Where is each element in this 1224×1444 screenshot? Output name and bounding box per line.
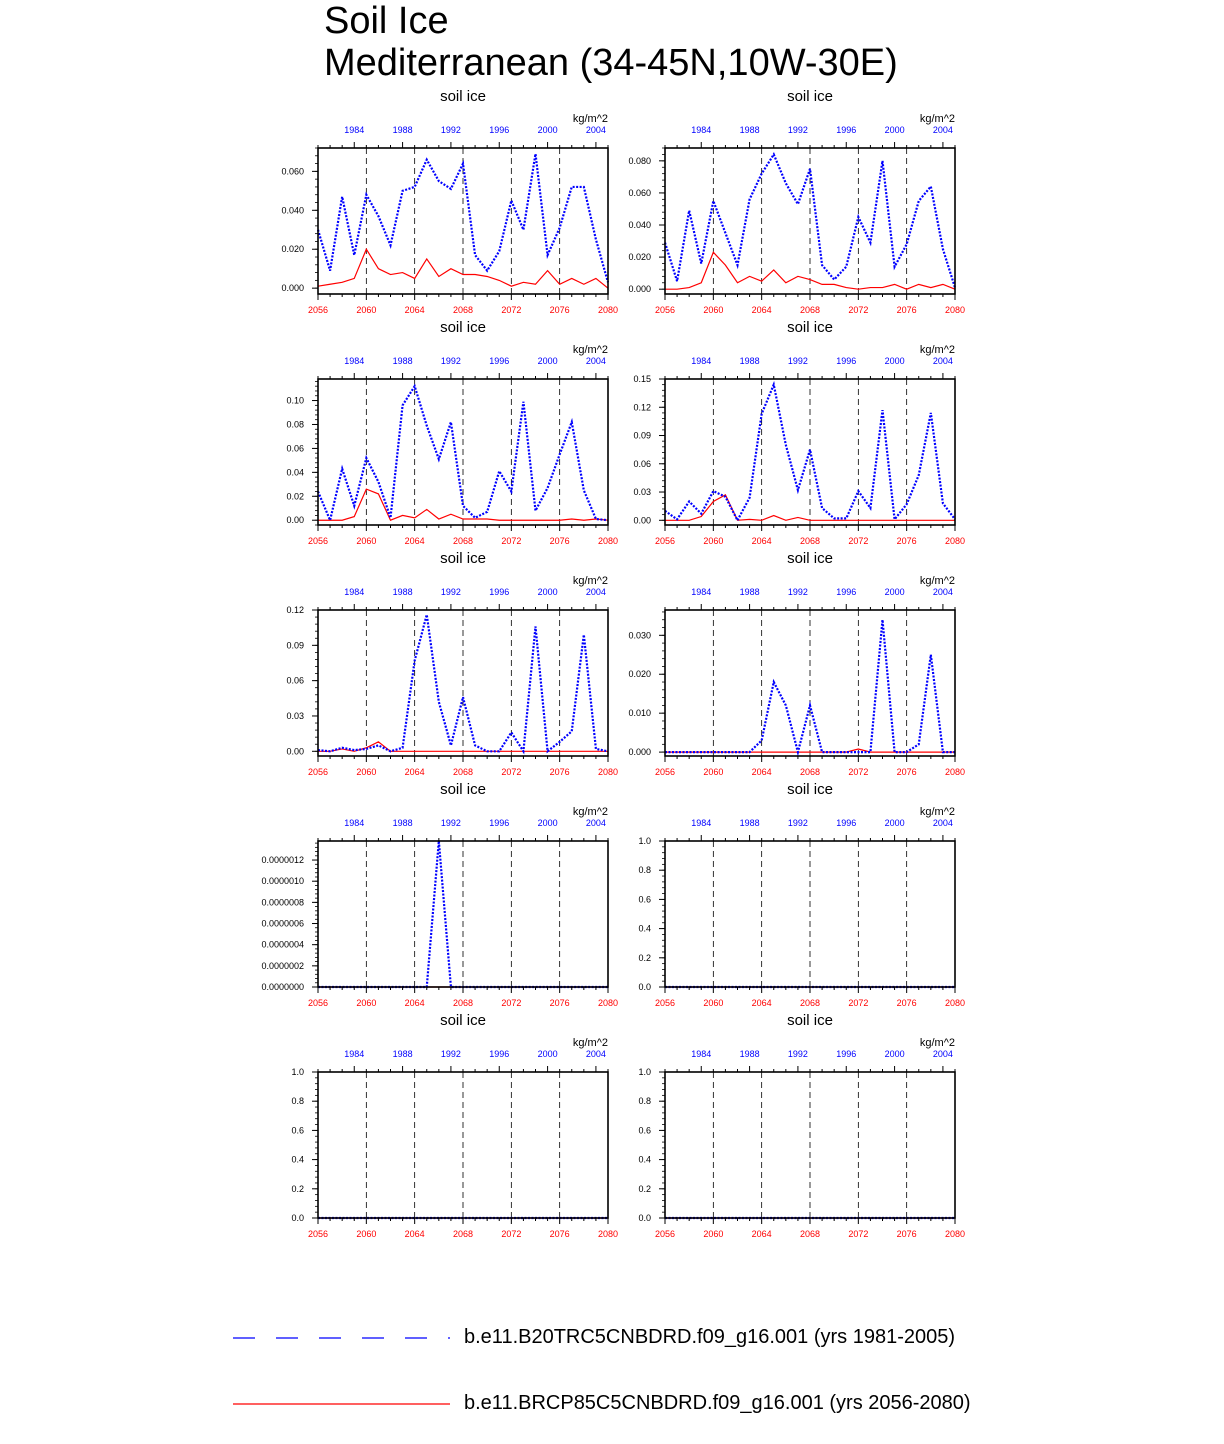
x-top-tick-label: 1988 bbox=[739, 818, 760, 828]
panel-title: soil ice bbox=[787, 319, 833, 336]
x-bottom-tick-label: 2072 bbox=[848, 767, 869, 777]
x-bottom-tick-label: 2076 bbox=[549, 767, 570, 777]
units-label: kg/m^2 bbox=[572, 344, 608, 356]
panel-4 bbox=[633, 319, 965, 546]
x-top-tick-label: 1984 bbox=[691, 1049, 712, 1059]
x-bottom-tick-label: 2064 bbox=[751, 536, 772, 546]
units-label: kg/m^2 bbox=[572, 1037, 608, 1049]
x-top-tick-label: 1988 bbox=[392, 818, 413, 828]
x-top-tick-label: 1992 bbox=[440, 587, 461, 597]
y-tick-label: 0.0 bbox=[291, 1213, 304, 1223]
units-label: kg/m^2 bbox=[919, 344, 955, 356]
x-top-tick-label: 1996 bbox=[489, 125, 510, 135]
x-top-tick-label: 2000 bbox=[884, 1049, 905, 1059]
x-bottom-tick-label: 2060 bbox=[703, 305, 724, 315]
x-bottom-tick-label: 2068 bbox=[452, 536, 474, 546]
panel-3 bbox=[286, 319, 618, 546]
y-tick-label: 1.0 bbox=[638, 836, 651, 846]
y-tick-label: 0.09 bbox=[286, 640, 304, 651]
y-tick-label: 0.000 bbox=[628, 284, 651, 295]
y-tick-label: 0.03 bbox=[633, 487, 651, 498]
x-top-tick-label: 1988 bbox=[739, 587, 760, 597]
x-top-tick-label: 2004 bbox=[585, 356, 606, 366]
x-bottom-tick-label: 2068 bbox=[452, 1229, 474, 1239]
y-tick-label: 0.060 bbox=[628, 187, 651, 198]
x-bottom-tick-label: 2072 bbox=[848, 536, 869, 546]
x-top-tick-label: 2004 bbox=[585, 1049, 606, 1059]
x-bottom-tick-label: 2056 bbox=[654, 305, 676, 315]
units-label: kg/m^2 bbox=[919, 806, 955, 818]
x-bottom-tick-label: 2064 bbox=[751, 305, 772, 315]
y-tick-label: 1.0 bbox=[638, 1067, 651, 1077]
x-bottom-tick-label: 2080 bbox=[597, 536, 619, 546]
x-bottom-tick-label: 2080 bbox=[944, 305, 966, 315]
x-top-tick-label: 2000 bbox=[537, 356, 558, 366]
y-tick-label: 0.2 bbox=[291, 1183, 304, 1194]
y-tick-label: 0.06 bbox=[286, 675, 304, 686]
y-tick-label: 0.0000010 bbox=[261, 876, 304, 887]
y-tick-label: 0.0000012 bbox=[261, 855, 304, 866]
x-top-tick-label: 2004 bbox=[932, 1049, 953, 1059]
x-top-tick-label: 2004 bbox=[932, 587, 953, 597]
x-bottom-tick-label: 2068 bbox=[452, 305, 474, 315]
x-bottom-tick-label: 2068 bbox=[799, 767, 821, 777]
x-bottom-tick-label: 2072 bbox=[848, 305, 869, 315]
figure-title-line2: Mediterranean (34-45N,10W-30E) bbox=[324, 42, 898, 84]
y-tick-label: 0.04 bbox=[286, 467, 304, 478]
y-tick-label: 0.020 bbox=[628, 669, 651, 680]
x-top-tick-label: 1992 bbox=[787, 587, 808, 597]
x-bottom-tick-label: 2056 bbox=[654, 998, 676, 1008]
x-bottom-tick-label: 2056 bbox=[654, 536, 676, 546]
y-tick-label: 0.6 bbox=[638, 894, 651, 905]
x-top-tick-label: 2000 bbox=[884, 818, 905, 828]
x-bottom-tick-label: 2056 bbox=[654, 767, 676, 777]
panel-10 bbox=[638, 1012, 965, 1239]
x-top-tick-label: 2004 bbox=[932, 356, 953, 366]
panel-title: soil ice bbox=[787, 550, 833, 567]
x-bottom-tick-label: 2072 bbox=[501, 998, 522, 1008]
x-top-tick-label: 2000 bbox=[537, 818, 558, 828]
y-tick-label: 0.08 bbox=[286, 419, 304, 430]
x-top-tick-label: 2000 bbox=[537, 587, 558, 597]
y-tick-label: 0.12 bbox=[286, 605, 304, 615]
x-bottom-tick-label: 2076 bbox=[549, 305, 570, 315]
x-top-tick-label: 1988 bbox=[392, 587, 413, 597]
panel-8 bbox=[638, 781, 965, 1008]
x-bottom-tick-label: 2060 bbox=[356, 536, 377, 546]
x-bottom-tick-label: 2060 bbox=[356, 1229, 377, 1239]
x-bottom-tick-label: 2080 bbox=[944, 767, 966, 777]
x-bottom-tick-label: 2080 bbox=[944, 536, 966, 546]
x-bottom-tick-label: 2072 bbox=[501, 305, 522, 315]
panel-5 bbox=[286, 550, 618, 777]
x-bottom-tick-label: 2060 bbox=[703, 767, 724, 777]
x-bottom-tick-label: 2060 bbox=[703, 536, 724, 546]
x-top-tick-label: 1992 bbox=[787, 125, 808, 135]
x-top-tick-label: 1984 bbox=[344, 587, 365, 597]
x-bottom-tick-label: 2068 bbox=[452, 998, 474, 1008]
x-bottom-tick-label: 2076 bbox=[549, 536, 570, 546]
y-tick-label: 0.030 bbox=[628, 630, 651, 641]
x-bottom-tick-label: 2072 bbox=[501, 536, 522, 546]
x-bottom-tick-label: 2072 bbox=[848, 1229, 869, 1239]
x-bottom-tick-label: 2080 bbox=[597, 1229, 619, 1239]
panel-title: soil ice bbox=[787, 781, 833, 798]
x-bottom-tick-label: 2080 bbox=[597, 998, 619, 1008]
x-bottom-tick-label: 2060 bbox=[356, 998, 377, 1008]
x-bottom-tick-label: 2060 bbox=[703, 1229, 724, 1239]
x-bottom-tick-label: 2076 bbox=[549, 998, 570, 1008]
x-bottom-tick-label: 2064 bbox=[404, 998, 425, 1008]
y-tick-label: 0.0000006 bbox=[261, 918, 304, 929]
y-tick-label: 0.02 bbox=[286, 491, 304, 502]
legend-historical-label: b.e11.B20TRC5CNBDRD.f09_g16.001 (yrs 1981-2005) bbox=[464, 1326, 956, 1348]
panel-2 bbox=[628, 88, 965, 315]
panel-title: soil ice bbox=[440, 550, 486, 567]
y-tick-label: 0.2 bbox=[638, 1183, 651, 1194]
panel-1 bbox=[281, 88, 618, 315]
legend-swatches bbox=[0, 1300, 1224, 1440]
x-top-tick-label: 1996 bbox=[836, 356, 857, 366]
x-top-tick-label: 1984 bbox=[344, 356, 365, 366]
panel-title: soil ice bbox=[440, 88, 486, 105]
x-bottom-tick-label: 2056 bbox=[654, 1229, 676, 1239]
x-top-tick-label: 2004 bbox=[585, 818, 606, 828]
x-top-tick-label: 1996 bbox=[836, 1049, 857, 1059]
x-top-tick-label: 1988 bbox=[392, 1049, 413, 1059]
x-top-tick-label: 1992 bbox=[440, 818, 461, 828]
x-bottom-tick-label: 2056 bbox=[307, 536, 329, 546]
x-top-tick-label: 2004 bbox=[585, 587, 606, 597]
x-bottom-tick-label: 2068 bbox=[799, 998, 821, 1008]
x-bottom-tick-label: 2072 bbox=[501, 1229, 522, 1239]
x-top-tick-label: 1996 bbox=[836, 125, 857, 135]
x-top-tick-label: 1992 bbox=[787, 818, 808, 828]
y-tick-label: 0.6 bbox=[638, 1125, 651, 1136]
x-bottom-tick-label: 2064 bbox=[404, 536, 425, 546]
x-bottom-tick-label: 2068 bbox=[799, 1229, 821, 1239]
x-bottom-tick-label: 2068 bbox=[452, 767, 474, 777]
x-top-tick-label: 1996 bbox=[489, 1049, 510, 1059]
x-top-tick-label: 2004 bbox=[932, 818, 953, 828]
y-tick-label: 0.0 bbox=[638, 982, 651, 992]
y-tick-label: 0.4 bbox=[638, 923, 651, 934]
x-top-tick-label: 1984 bbox=[344, 1049, 365, 1059]
x-top-tick-label: 1992 bbox=[440, 356, 461, 366]
panel-title: soil ice bbox=[787, 88, 833, 105]
x-top-tick-label: 1984 bbox=[691, 587, 712, 597]
y-tick-label: 0.06 bbox=[633, 458, 651, 469]
y-tick-label: 0.0000000 bbox=[261, 982, 304, 992]
legend-future-label: b.e11.BRCP85C5CNBDRD.f09_g16.001 (yrs 2056-2080) bbox=[464, 1392, 971, 1414]
x-top-tick-label: 1988 bbox=[392, 356, 413, 366]
x-bottom-tick-label: 2060 bbox=[356, 305, 377, 315]
y-tick-label: 0.8 bbox=[291, 1096, 304, 1107]
x-bottom-tick-label: 2076 bbox=[896, 536, 917, 546]
x-top-tick-label: 2000 bbox=[537, 125, 558, 135]
x-top-tick-label: 2004 bbox=[932, 125, 953, 135]
x-top-tick-label: 1988 bbox=[739, 125, 760, 135]
y-tick-label: 0.6 bbox=[291, 1125, 304, 1136]
x-bottom-tick-label: 2072 bbox=[848, 998, 869, 1008]
x-top-tick-label: 2000 bbox=[537, 1049, 558, 1059]
y-tick-label: 0.15 bbox=[633, 374, 651, 384]
x-top-tick-label: 1988 bbox=[392, 125, 413, 135]
x-top-tick-label: 1984 bbox=[344, 125, 365, 135]
x-bottom-tick-label: 2080 bbox=[944, 998, 966, 1008]
x-bottom-tick-label: 2068 bbox=[799, 536, 821, 546]
x-top-tick-label: 2000 bbox=[884, 356, 905, 366]
y-tick-label: 0.020 bbox=[281, 244, 304, 255]
y-tick-label: 0.020 bbox=[628, 252, 651, 263]
x-bottom-tick-label: 2076 bbox=[549, 1229, 570, 1239]
y-tick-label: 0.060 bbox=[281, 166, 304, 177]
y-tick-label: 0.040 bbox=[628, 220, 651, 231]
figure-title-line1: Soil Ice bbox=[324, 0, 449, 42]
x-top-tick-label: 2000 bbox=[884, 587, 905, 597]
x-bottom-tick-label: 2068 bbox=[799, 305, 821, 315]
panel-title: soil ice bbox=[787, 1012, 833, 1029]
x-top-tick-label: 2004 bbox=[585, 125, 606, 135]
y-tick-label: 0.010 bbox=[628, 708, 651, 719]
y-tick-label: 0.09 bbox=[633, 430, 651, 441]
x-bottom-tick-label: 2056 bbox=[307, 998, 329, 1008]
x-bottom-tick-label: 2080 bbox=[944, 1229, 966, 1239]
x-bottom-tick-label: 2064 bbox=[404, 767, 425, 777]
x-bottom-tick-label: 2076 bbox=[896, 998, 917, 1008]
units-label: kg/m^2 bbox=[919, 1037, 955, 1049]
units-label: kg/m^2 bbox=[572, 806, 608, 818]
x-top-tick-label: 1992 bbox=[440, 125, 461, 135]
y-tick-label: 0.000 bbox=[281, 283, 304, 294]
panel-title: soil ice bbox=[440, 319, 486, 336]
y-tick-label: 0.0000002 bbox=[261, 960, 304, 971]
y-tick-label: 0.03 bbox=[286, 710, 304, 721]
x-top-tick-label: 1988 bbox=[739, 356, 760, 366]
x-top-tick-label: 1996 bbox=[489, 587, 510, 597]
x-bottom-tick-label: 2076 bbox=[896, 1229, 917, 1239]
x-top-tick-label: 1996 bbox=[489, 818, 510, 828]
y-tick-label: 0.06 bbox=[286, 443, 304, 454]
legend bbox=[0, 1300, 1224, 1440]
x-bottom-tick-label: 2064 bbox=[751, 1229, 772, 1239]
x-bottom-tick-label: 2080 bbox=[597, 767, 619, 777]
x-bottom-tick-label: 2080 bbox=[597, 305, 619, 315]
y-tick-label: 0.00 bbox=[633, 515, 651, 526]
x-bottom-tick-label: 2064 bbox=[751, 767, 772, 777]
x-top-tick-label: 1996 bbox=[836, 587, 857, 597]
y-tick-label: 0.0000004 bbox=[261, 939, 304, 950]
y-tick-label: 0.00 bbox=[286, 746, 304, 757]
x-top-tick-label: 1984 bbox=[691, 818, 712, 828]
y-tick-label: 0.0 bbox=[638, 1213, 651, 1223]
x-top-tick-label: 1988 bbox=[739, 1049, 760, 1059]
units-label: kg/m^2 bbox=[572, 575, 608, 587]
x-bottom-tick-label: 2060 bbox=[703, 998, 724, 1008]
panel-9 bbox=[291, 1012, 618, 1239]
x-top-tick-label: 1992 bbox=[440, 1049, 461, 1059]
y-tick-label: 0.000 bbox=[628, 747, 651, 758]
x-top-tick-label: 1996 bbox=[836, 818, 857, 828]
x-bottom-tick-label: 2076 bbox=[896, 767, 917, 777]
panel-7 bbox=[261, 781, 618, 1008]
y-tick-label: 0.040 bbox=[281, 205, 304, 216]
y-tick-label: 0.2 bbox=[638, 952, 651, 963]
units-label: kg/m^2 bbox=[919, 575, 955, 587]
y-tick-label: 0.12 bbox=[633, 402, 651, 413]
x-bottom-tick-label: 2064 bbox=[404, 305, 425, 315]
x-bottom-tick-label: 2064 bbox=[404, 1229, 425, 1239]
x-top-tick-label: 1984 bbox=[691, 125, 712, 135]
x-bottom-tick-label: 2060 bbox=[356, 767, 377, 777]
panel-6 bbox=[628, 550, 965, 777]
units-label: kg/m^2 bbox=[572, 113, 608, 125]
y-tick-label: 0.10 bbox=[286, 395, 304, 406]
y-tick-label: 0.080 bbox=[628, 155, 651, 166]
units-label: kg/m^2 bbox=[919, 113, 955, 125]
x-bottom-tick-label: 2072 bbox=[501, 767, 522, 777]
y-tick-label: 1.0 bbox=[291, 1067, 304, 1077]
x-bottom-tick-label: 2076 bbox=[896, 305, 917, 315]
x-top-tick-label: 1984 bbox=[344, 818, 365, 828]
x-top-tick-label: 1992 bbox=[787, 1049, 808, 1059]
x-bottom-tick-label: 2056 bbox=[307, 305, 329, 315]
x-top-tick-label: 2000 bbox=[884, 125, 905, 135]
y-tick-label: 0.0000008 bbox=[261, 897, 304, 908]
y-tick-label: 0.00 bbox=[286, 515, 304, 526]
y-tick-label: 0.4 bbox=[638, 1154, 651, 1165]
y-tick-label: 0.4 bbox=[291, 1154, 304, 1165]
x-top-tick-label: 1992 bbox=[787, 356, 808, 366]
panel-title: soil ice bbox=[440, 781, 486, 798]
panel-title: soil ice bbox=[440, 1012, 486, 1029]
y-tick-label: 0.8 bbox=[638, 1096, 651, 1107]
y-tick-label: 0.8 bbox=[638, 865, 651, 876]
x-top-tick-label: 1996 bbox=[489, 356, 510, 366]
x-bottom-tick-label: 2056 bbox=[307, 1229, 329, 1239]
x-bottom-tick-label: 2064 bbox=[751, 998, 772, 1008]
x-top-tick-label: 1984 bbox=[691, 356, 712, 366]
x-bottom-tick-label: 2056 bbox=[307, 767, 329, 777]
